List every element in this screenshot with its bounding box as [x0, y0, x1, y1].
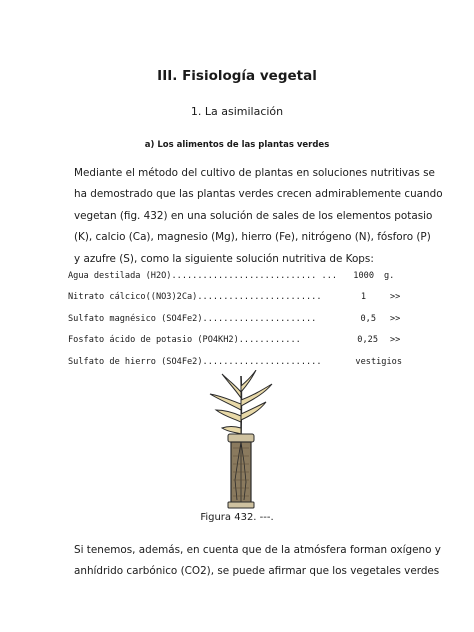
plant-in-culture-jar-icon: [200, 370, 282, 510]
intro-line: Mediante el método del cultivo de plantas en soluciones nutritivas se: [74, 167, 435, 179]
row-label: Sulfato de hierro (SO4Fe2).......................: [68, 356, 322, 367]
row-label: Agua destilada (H2O)............................ ...: [68, 271, 338, 281]
figure-caption: Figura 432. ---.: [200, 512, 274, 523]
closing-line: anhídrido carbónico (CO2), se puede afirmar que los vegetales verdes: [74, 565, 440, 578]
row-label: Fosfato ácido de potasio (PO4KH2)............: [68, 335, 301, 346]
subsubsection-heading: a) Los alimentos de las plantas verdes: [144, 140, 330, 150]
row-unit: g.: [384, 271, 395, 281]
table-row: [68, 334, 408, 355]
intro-line: (K), calcio (Ca), magnesio (Mg), hierro (Fe), nitrógeno (N), fósforo (P): [74, 231, 431, 244]
row-value: vestigios: [355, 356, 402, 367]
intro-line: vegetan (fig. 432) en una solución de sales de los elementos potasio: [74, 209, 433, 222]
row-value: 1: [360, 292, 366, 303]
row-value: 0,25: [357, 335, 378, 346]
intro-paragraph: [74, 163, 443, 270]
section-heading: III. Fisiología vegetal: [157, 68, 317, 84]
intro-line: ha demostrado que las plantas verdes crecen admirablemente cuando: [74, 188, 443, 201]
nutrient-solution-table: [68, 270, 408, 377]
closing-paragraph: [74, 540, 441, 583]
table-row: [68, 270, 408, 291]
table-row: [68, 291, 408, 312]
row-unit: >>: [390, 292, 401, 303]
row-label: Sulfato magnésico (SO4Fe2)......................: [68, 313, 317, 324]
row-value: 0,5: [360, 313, 376, 324]
row-unit: >>: [390, 313, 401, 324]
row-value: 1000: [353, 271, 374, 281]
subsection-heading: 1. La asimilación: [190, 105, 284, 118]
row-unit: >>: [390, 335, 401, 346]
table-row: [68, 313, 408, 334]
row-label: Nitrato cálcico((NO3)2Ca)........................: [68, 292, 322, 303]
intro-line: y azufre (S), como la siguiente solución nutritiva de Kops:: [74, 252, 374, 265]
closing-line: Si tenemos, además, en cuenta que de la atmósfera forman oxígeno y: [74, 544, 441, 556]
